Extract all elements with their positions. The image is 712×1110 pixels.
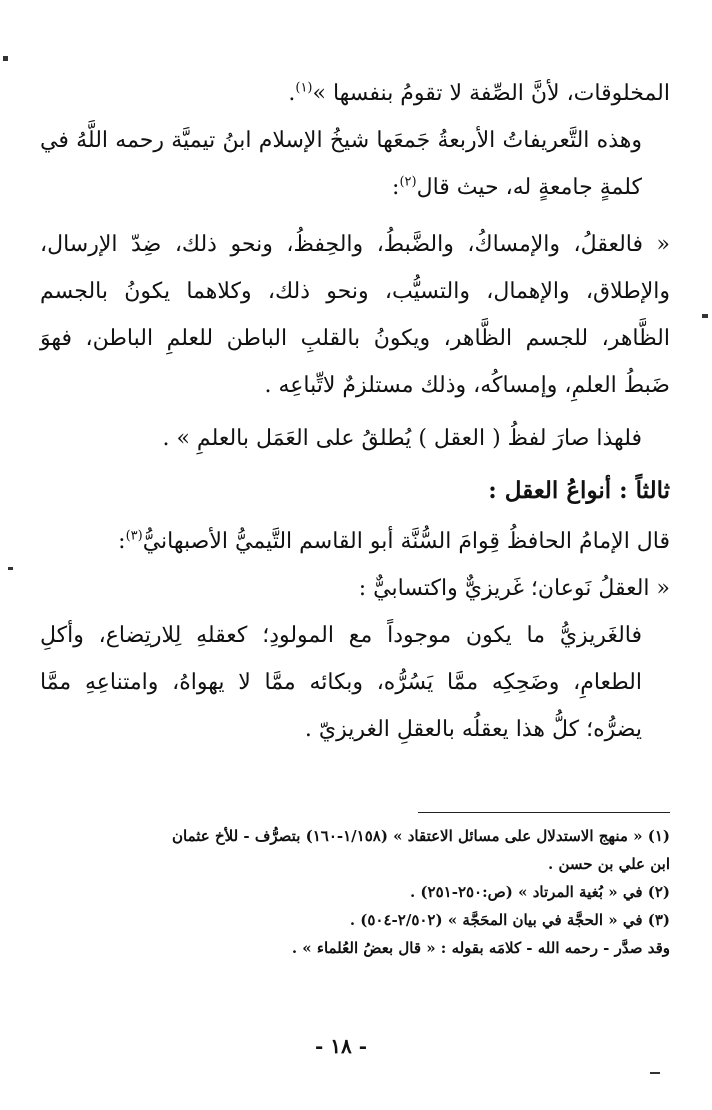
footnote-ref-3: (٣): [125, 528, 143, 544]
paragraph-1: [40, 70, 670, 117]
edge-mark-bottom: [650, 1072, 660, 1074]
footnote-ref-1: (١): [295, 80, 313, 96]
footnote-2: (٢) في « بُغية المرتاد » (ص:٢٥٠-٢٥١) .: [409, 883, 670, 901]
paragraph-5-text: قال الإمامُ الحافظُ قِوامَ السُّنَّة أبو القاسم التَّيميُّ الأصبهانيُّ: [142, 529, 670, 554]
footnote-1-line-2: ابن علي بن حسن .: [548, 855, 670, 873]
page-number: - ١٨ -: [314, 1034, 367, 1058]
footnote-3: (٣) في « الحجَّة في بيان المحَجَّة » (٢/٥٠٢-٥٠٤) .: [349, 911, 670, 929]
paragraph-6-quote: « العقلُ نَوعان؛ غَريزيٌّ واكتسابيٌّ :: [358, 576, 670, 601]
paragraph-1-end: .: [288, 81, 296, 106]
paragraph-4: فلهذا صارَ لفظُ ( العقل ) يُطلقُ على العَمَل بالعلمِ » .: [162, 426, 642, 451]
edge-mark-left: [8, 567, 13, 570]
edge-mark-right: [702, 314, 708, 318]
paragraph-7: فالغَريزيُّ ما يكون موجوداً مع المولودِ؛ كعقلهِ لِلارتِضاع، وأكلِ الطعامِ، وضَحِكِه ممَّا يَسُرُّه، وبكائه ممَّا لا يهواهُ، وامتناعِهِ ممَّا يضرُّه؛ كلُّ هذا يعقلُه بالعقلِ الغريزيّ .: [40, 623, 642, 742]
paragraph-5: [40, 518, 670, 565]
paragraph-1-text: المخلوقات، لأنَّ الصِّفة لا تقومُ بنفسها »: [312, 81, 670, 106]
paragraph-5-end: :: [118, 529, 126, 554]
footnote-separator: [418, 812, 670, 813]
paragraph-2-end: :: [392, 175, 400, 200]
paragraph-3-quote: « فالعقلُ، والإمساكُ، والضَّبطُ، والحِفظُ، ونحو ذلك، ضِدّ الإرسال، والإطلاق، والإهمال، والتسيُّب، ونحو ذلك، وكلاهما يكونُ بالجسم الظَّاهر، للجسم الظَّاهر، ويكونُ بالقلبِ الباطن للعلمِ الباطن، فهوَ ضَبطُ العلمِ، وإمساكُه، وذلك مستلزمٌ لاتِّباعِه .: [40, 232, 670, 398]
edge-mark-top: [3, 56, 8, 61]
main-text: [40, 70, 670, 753]
section-heading: ثالثاً : أنواعُ العقل :: [488, 477, 670, 504]
footnote-ref-2: (٢): [399, 174, 417, 190]
footnote-3-note: وقد صدَّر - رحمه الله - كلامَه بقوله : « قال بعضُ العُلماء » .: [291, 939, 670, 957]
paragraph-2-text: وهذه التَّعريفاتُ الأربعةُ جَمعَها شيخُ الإسلام ابنُ تيميَّة رحمه اللَّهُ في كلمةٍ جامعةٍ له، حيث قال: [40, 128, 642, 200]
footnote-1-line-1: (١) « منهج الاستدلال على مسائل الاعتقاد » (١/١٥٨-١٦٠) بتصرُّف - للأخ عثمان: [172, 827, 670, 845]
footnotes: [40, 822, 670, 962]
paragraph-2: [40, 117, 670, 211]
